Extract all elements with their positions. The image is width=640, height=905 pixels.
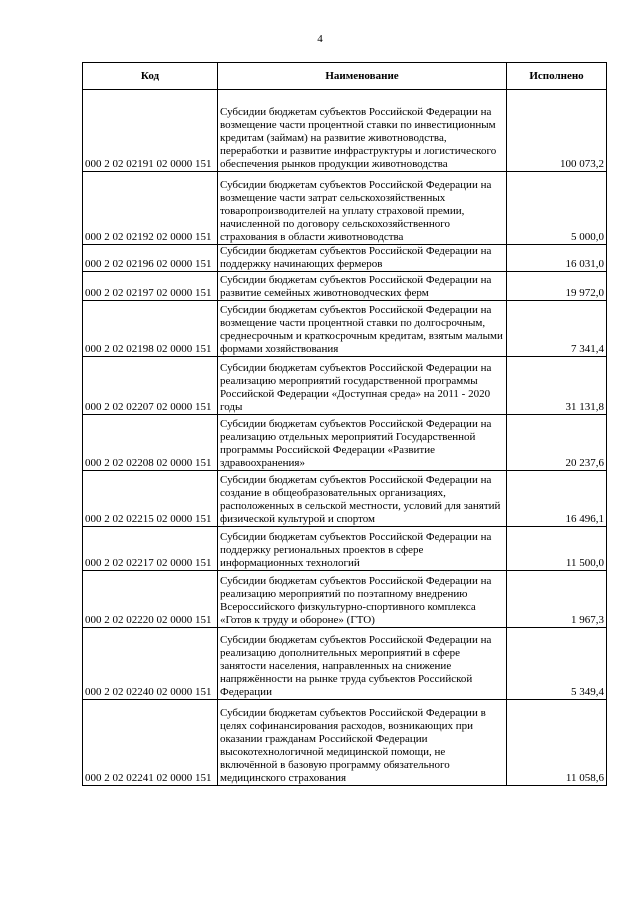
- row-executed: 1 967,3: [507, 571, 607, 628]
- row-executed: 5 349,4: [507, 628, 607, 700]
- table-row: [83, 245, 607, 272]
- row-executed: 31 131,8: [507, 357, 607, 415]
- table-row: [83, 90, 607, 172]
- row-name: Субсидии бюджетам субъектов Российской Федерации на реализацию дополнительных мероприятий в сфере занятости населения, направленных на снижение напряжённости на рынке труда субъектов Российской Федерации: [218, 628, 507, 700]
- header-code: Код: [83, 63, 218, 90]
- row-executed: 11 058,6: [507, 700, 607, 786]
- row-code: 000 2 02 02198 02 0000 151: [83, 301, 218, 357]
- row-name: Субсидии бюджетам субъектов Российской Федерации на возмещение части затрат сельскохозяйственных товаропроизводителей на уплату страховой премии, начисленной по договору сельскохозяйственного страхования в области животноводства: [218, 172, 507, 245]
- row-code: 000 2 02 02241 02 0000 151: [83, 700, 218, 786]
- table-row: [83, 272, 607, 301]
- row-executed: 11 500,0: [507, 527, 607, 571]
- row-name: Субсидии бюджетам субъектов Российской Федерации на развитие семейных животноводческих ферм: [218, 272, 507, 301]
- row-code: 000 2 02 02217 02 0000 151: [83, 527, 218, 571]
- row-executed: 16 496,1: [507, 471, 607, 527]
- row-name: Субсидии бюджетам субъектов Российской Федерации на реализацию отдельных мероприятий Государственной программы Российской Федерации «Развитие здравоохранения»: [218, 415, 507, 471]
- table-row: [83, 415, 607, 471]
- row-code: 000 2 02 02208 02 0000 151: [83, 415, 218, 471]
- row-name: Субсидии бюджетам субъектов Российской Федерации в целях софинансирования расходов, возникающих при оказании гражданам Российской Федерации высокотехнологичной медицинской помощи, не включённой в базовую программу обязательного медицинского страхования: [218, 700, 507, 786]
- row-name: Субсидии бюджетам субъектов Российской Федерации на возмещение части процентной ставки по долгосрочным, среднесрочным и краткосрочным кредитам, взятым малыми формами хозяйствования: [218, 301, 507, 357]
- row-name: Субсидии бюджетам субъектов Российской Федерации на поддержку региональных проектов в сфере информационных технологий: [218, 527, 507, 571]
- table-row: [83, 357, 607, 415]
- row-executed: 19 972,0: [507, 272, 607, 301]
- row-name: Субсидии бюджетам субъектов Российской Федерации на реализацию мероприятий по поэтапному внедрению Всероссийского физкультурно-спортивного комплекса «Готов к труду и обороне» (ГТО): [218, 571, 507, 628]
- table-row: [83, 571, 607, 628]
- row-name: Субсидии бюджетам субъектов Российской Федерации на реализацию мероприятий государственной программы Российской Федерации «Доступная среда» на 2011 - 2020 годы: [218, 357, 507, 415]
- table-row: [83, 628, 607, 700]
- row-executed: 16 031,0: [507, 245, 607, 272]
- header-executed: Исполнено: [507, 63, 607, 90]
- row-executed: 20 237,6: [507, 415, 607, 471]
- table-row: [83, 527, 607, 571]
- table-row: [83, 172, 607, 245]
- table-row: [83, 471, 607, 527]
- page-number: 4: [317, 33, 323, 45]
- table-row: [83, 700, 607, 786]
- row-code: 000 2 02 02207 02 0000 151: [83, 357, 218, 415]
- row-executed: 7 341,4: [507, 301, 607, 357]
- row-code: 000 2 02 02215 02 0000 151: [83, 471, 218, 527]
- row-executed: 100 073,2: [507, 90, 607, 172]
- row-name: Субсидии бюджетам субъектов Российской Федерации на поддержку начинающих фермеров: [218, 245, 507, 272]
- budget-table: [82, 62, 607, 786]
- table-header-row: [83, 63, 607, 90]
- row-code: 000 2 02 02220 02 0000 151: [83, 571, 218, 628]
- row-code: 000 2 02 02191 02 0000 151: [83, 90, 218, 172]
- header-name: Наименование: [218, 63, 507, 90]
- row-name: Субсидии бюджетам субъектов Российской Федерации на возмещение части процентной ставки по инвестиционным кредитам (займам) на развитие животноводства, переработки и развитие инфраструктуры и логистического обеспечения рынков продукции животноводства: [218, 90, 507, 172]
- row-code: 000 2 02 02240 02 0000 151: [83, 628, 218, 700]
- row-code: 000 2 02 02192 02 0000 151: [83, 172, 218, 245]
- row-code: 000 2 02 02196 02 0000 151: [83, 245, 218, 272]
- table-row: [83, 301, 607, 357]
- row-code: 000 2 02 02197 02 0000 151: [83, 272, 218, 301]
- row-executed: 5 000,0: [507, 172, 607, 245]
- row-name: Субсидии бюджетам субъектов Российской Федерации на создание в общеобразовательных организациях, расположенных в сельской местности, условий для занятий физической культурой и спортом: [218, 471, 507, 527]
